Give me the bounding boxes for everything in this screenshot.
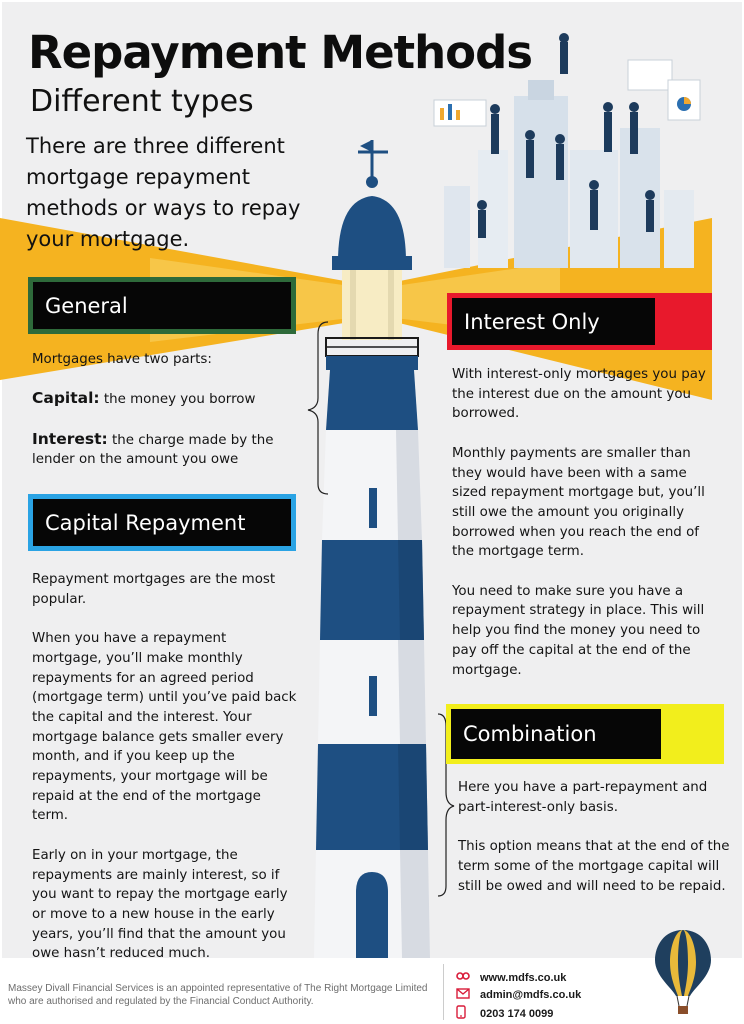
combination-heading: Combination [463, 722, 597, 746]
page-subtitle: Different types [30, 84, 254, 119]
capital-repayment-heading: Capital Repayment [45, 510, 246, 535]
capital-definition [32, 389, 294, 410]
interest-only-paragraph: Monthly payments are smaller than they would have been with a same sized repayment mortgage but, you’ll still owe the amount you originally borrowed when you reach the end of the mortgage term. [452, 445, 705, 560]
capital-repayment-heading-box [28, 494, 296, 551]
link-icon [456, 970, 474, 985]
email-link[interactable]: admin@mdfs.co.uk [480, 989, 582, 1001]
combination-accent [661, 709, 719, 759]
footer-disclaimer: Massey Divall Financial Services is an appointed representative of The Right Mortgage Limited who are authorised and regulated by the Financial Conduct Authority. [8, 983, 428, 1007]
website-link[interactable]: www.mdfs.co.uk [480, 971, 567, 984]
interest-definition [32, 430, 294, 470]
phone-contact[interactable] [456, 1005, 553, 1022]
interest-def: the charge made by the lender on the amount you owe [32, 432, 274, 468]
interest-only-accent [655, 298, 707, 345]
capital-def: the money you borrow [99, 392, 256, 408]
interest-only-heading-box [447, 293, 712, 350]
capital-repayment-paragraph: Early on in your mortgage, the repayments are mainly interest, so if you want to repay the mortgage early or move to a new house in the early years, you’ll find that the amount you owe hasn’t reduced much. [32, 847, 288, 962]
general-section [32, 350, 294, 470]
envelope-icon [456, 988, 474, 1002]
general-heading: General [45, 293, 128, 318]
capital-repayment-paragraph: When you have a repayment mortgage, you’ll make monthly repayments for an agreed period (mortgage term) until you’ve paid back the capital and the interest. Your mortgage balance gets smaller every month, and if you keep up the repayments, your mortgage will be repaid at the end of the mortgage term. [32, 631, 297, 824]
hot-air-balloon-icon [652, 928, 714, 1020]
phone-number[interactable]: 0203 174 0099 [480, 1007, 554, 1020]
interest-only-heading: Interest Only [464, 309, 600, 334]
combination-heading-box [446, 704, 724, 764]
footer-divider [443, 964, 444, 1020]
interest-term: Interest: [32, 429, 108, 448]
interest-only-paragraph: You need to make sure you have a repayment strategy in place. This will help you find the money you need to pay off the capital at the end of the mortgage. [452, 583, 705, 678]
capital-repayment-section [32, 570, 298, 964]
combination-paragraph: This option means that at the end of the term some of the mortgage capital will still be owed and will need to be repaid. [458, 839, 730, 894]
capital-repayment-paragraph: Repayment mortgages are the most popular. [32, 572, 276, 607]
general-heading-box [28, 277, 296, 334]
interest-only-paragraph: With interest-only mortgages you pay the interest due on the amount you borrowed. [452, 367, 706, 422]
page-title: Repayment Methods [28, 26, 533, 79]
website-contact[interactable] [456, 970, 566, 985]
email-contact[interactable] [456, 988, 581, 1002]
combination-paragraph: Here you have a part-repayment and part-interest-only basis. [458, 780, 708, 815]
phone-icon [456, 1005, 474, 1022]
capital-term: Capital: [32, 389, 100, 408]
interest-only-section [452, 365, 718, 680]
intro-text: There are three different mortgage repayment methods or ways to repay your mortgage. [26, 134, 301, 251]
combination-section [458, 778, 732, 896]
general-lead: Mortgages have two parts: [32, 352, 212, 367]
